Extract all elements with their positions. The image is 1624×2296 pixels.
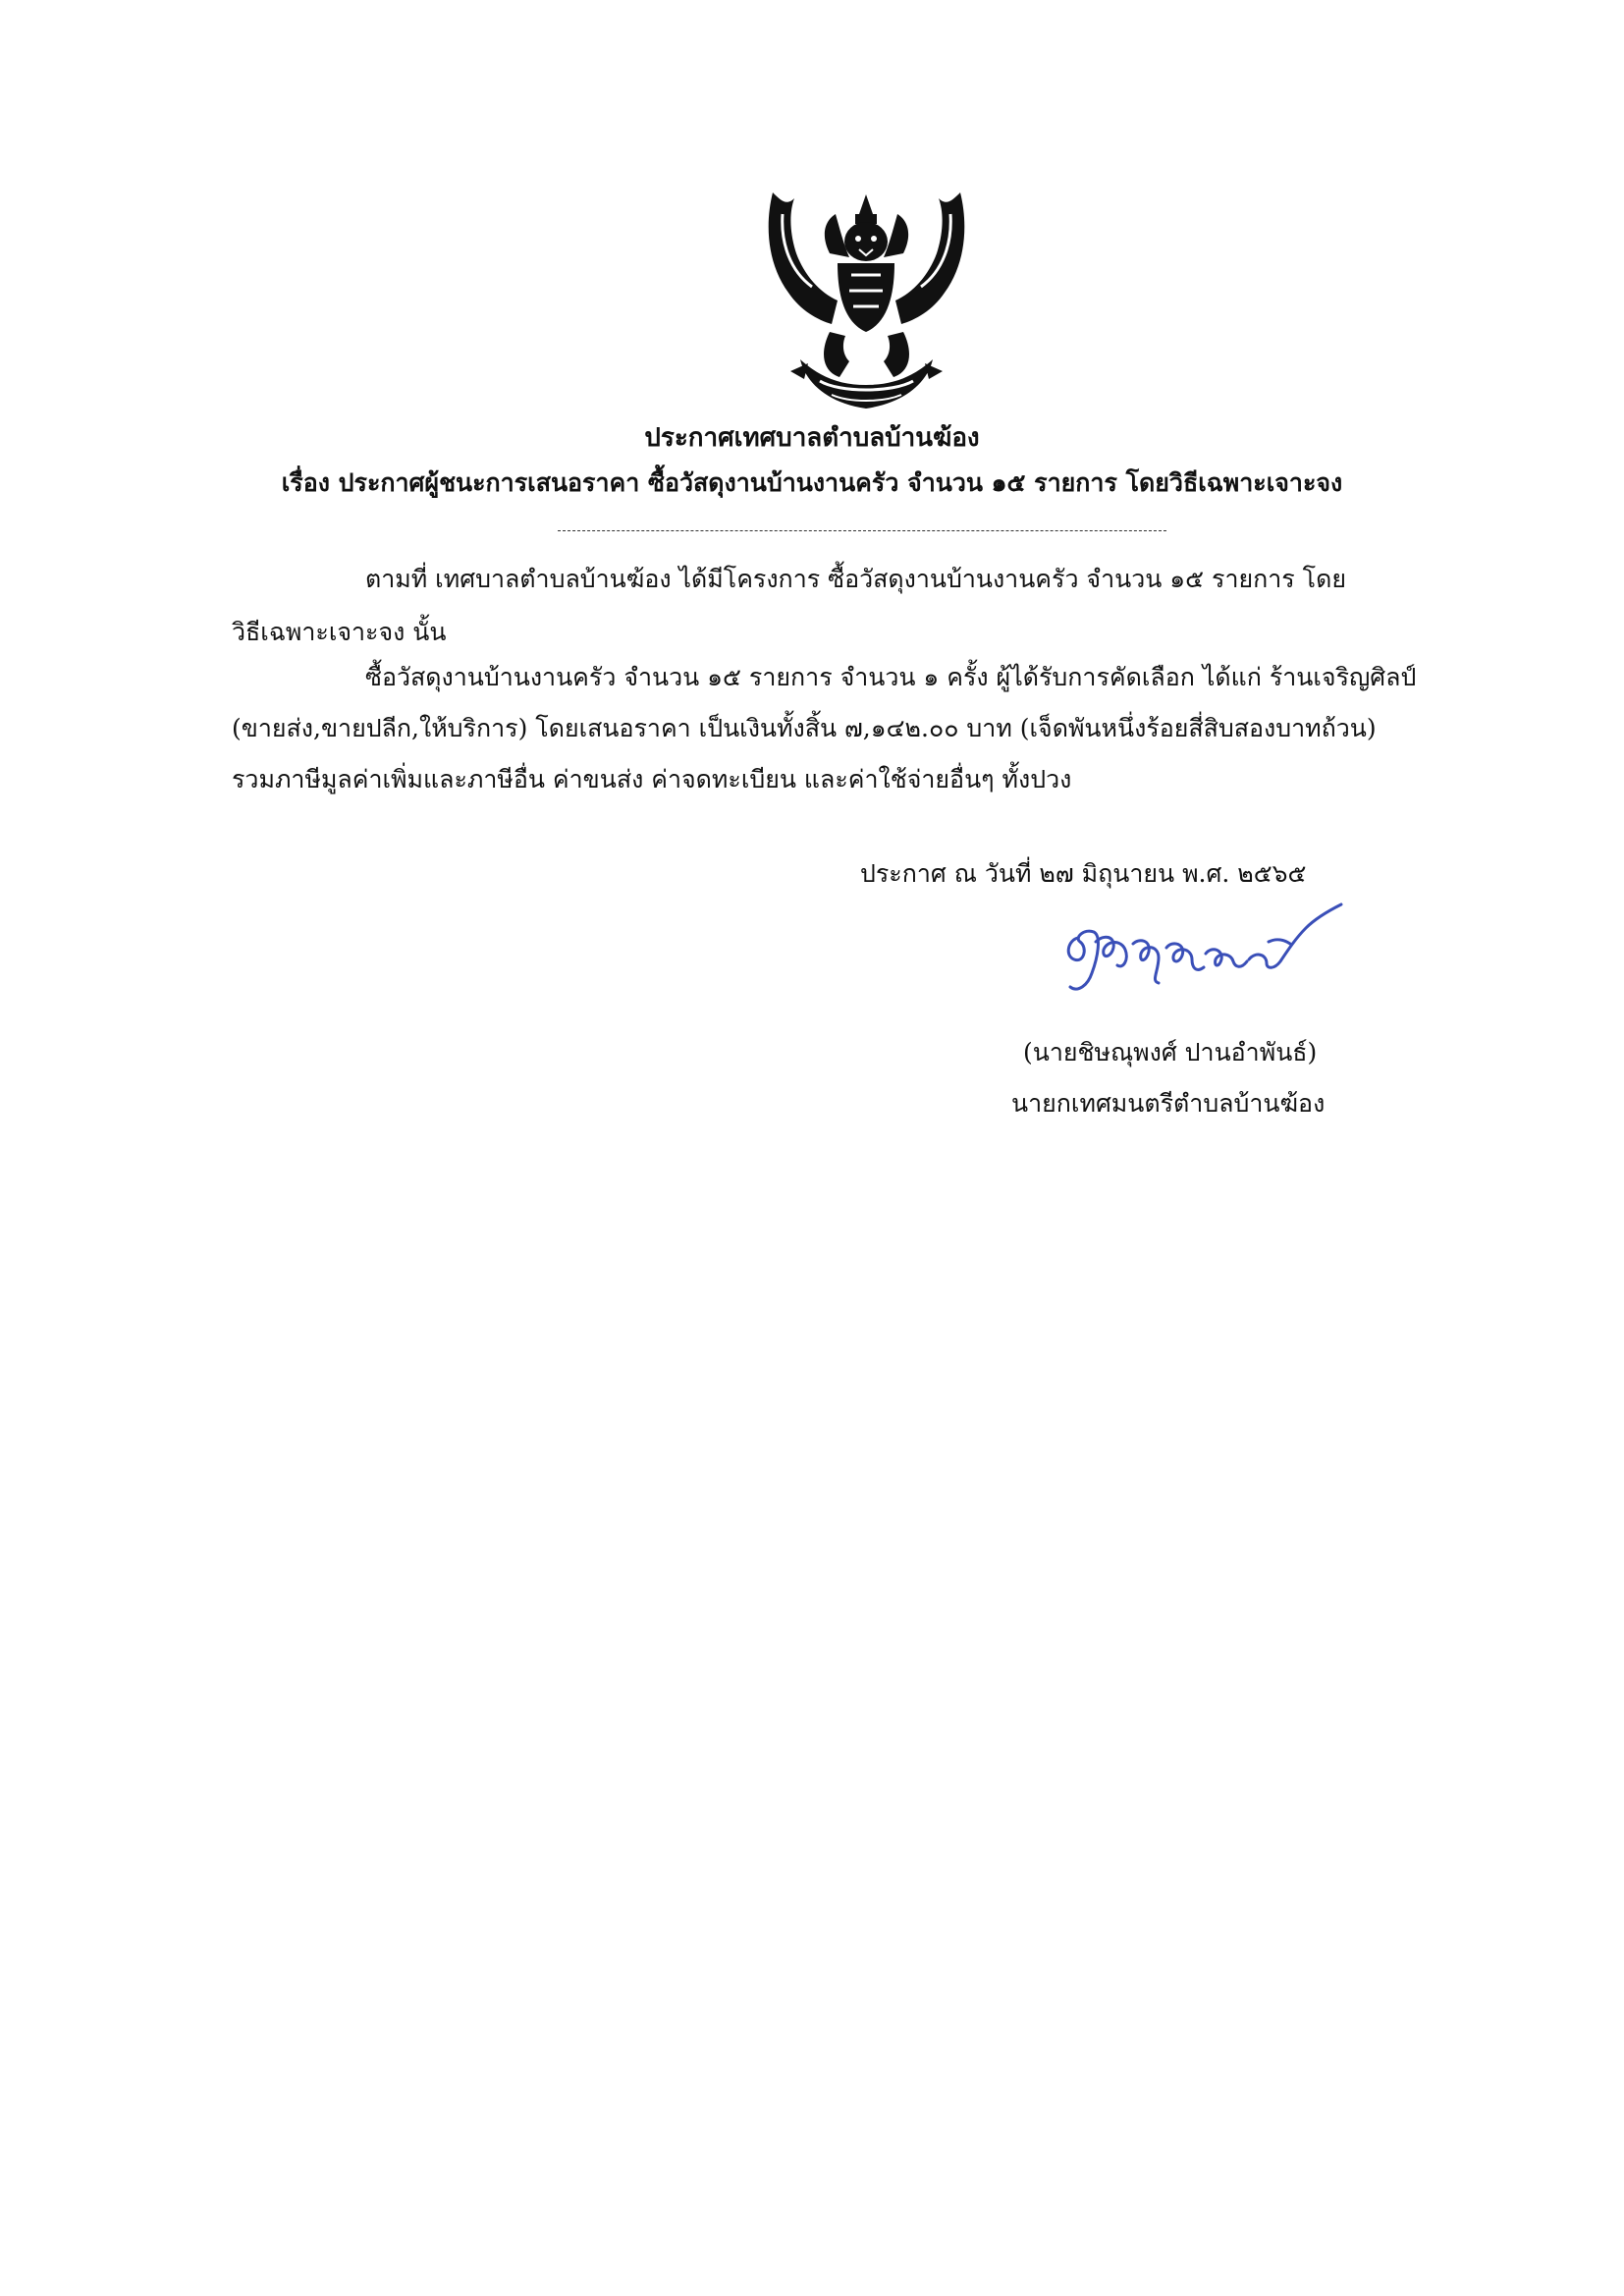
signature-icon xyxy=(1049,899,1353,1002)
signer-title: นายกเทศมนตรีตำบลบ้านฆ้อง xyxy=(1011,1089,1326,1118)
subject-title: เรื่อง ประกาศผู้ชนะการเสนอราคา ซื้อวัสดุงานบ้านงานครัว จำนวน ๑๕ รายการ โดยวิธีเฉพาะเจาะจง xyxy=(281,468,1343,497)
garuda-emblem-icon xyxy=(761,185,972,415)
paragraph-2-line-3: รวมภาษีมูลค่าเพิ่มและภาษีอื่น ค่าขนส่ง ค่าจดทะเบียน และค่าใช้จ่ายอื่นๆ ทั้งปวง xyxy=(232,765,1072,793)
paragraph-1-line-2: วิธีเฉพาะเจาะจง นั้น xyxy=(232,618,447,646)
paragraph-2-line-2: (ขายส่ง,ขายปลีก,ให้บริการ) โดยเสนอราคา เป็นเงินทั้งสิ้น ๗,๑๔๒.๐๐ บาท (เจ็ดพันหนึ่งร้อยสี่สิบสองบาทถ้วน) xyxy=(232,714,1377,742)
paragraph-1-line-1: ตามที่ เทศบาลตำบลบ้านฆ้อง ได้มีโครงการ ซื้อวัสดุงานบ้านงานครัว จำนวน ๑๕ รายการ โดย xyxy=(365,565,1346,593)
announce-date: ประกาศ ณ วันที่ ๒๗ มิถุนายน พ.ศ. ๒๕๖๕ xyxy=(860,859,1307,888)
divider xyxy=(558,530,1166,531)
org-title: ประกาศเทศบาลตำบลบ้านฆ้อง xyxy=(644,423,980,453)
paragraph-2-line-1: ซื้อวัสดุงานบ้านงานครัว จำนวน ๑๕ รายการ จำนวน ๑ ครั้ง ผู้ได้รับการคัดเลือก ได้แก่ ร้านเจริญศิลป์ xyxy=(365,663,1417,691)
signer-name: (นายชิษณุพงศ์ ปานอำพันธ์) xyxy=(1023,1038,1318,1066)
